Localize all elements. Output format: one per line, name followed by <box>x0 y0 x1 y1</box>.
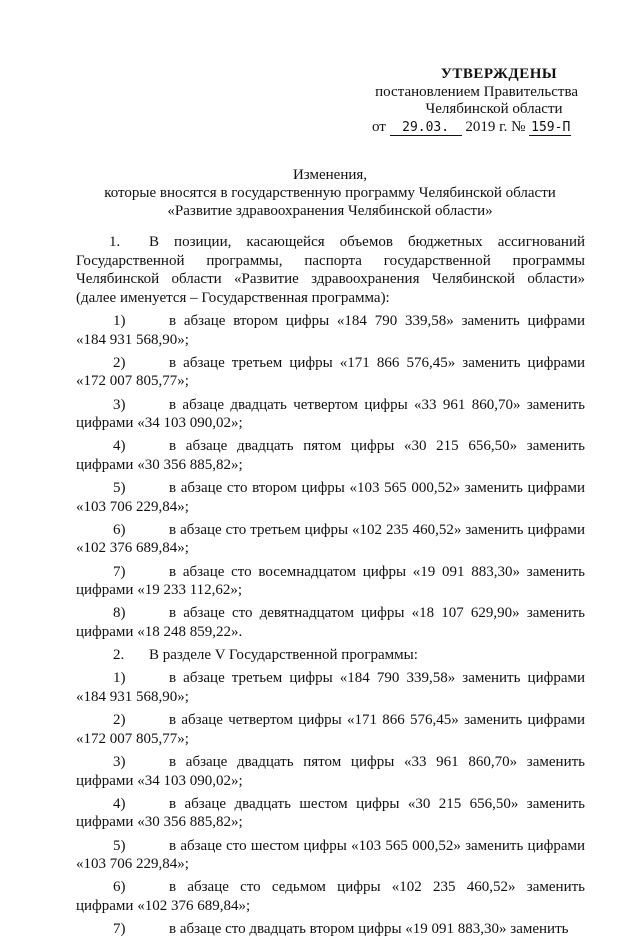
heading-title: Изменения, <box>292 167 368 183</box>
item-text: в абзаце двадцать четвертом цифры «33 961 860,70» заменить цифрами «34 103 090,02»; <box>76 396 585 432</box>
approval-title: УТВЕРЖДЕНЫ <box>440 66 558 82</box>
item-text: в абзаце сто двадцать втором цифры «19 091 883,30» заменить <box>169 921 569 938</box>
item-text: в абзаце двадцать шестом цифры «30 215 656,50» заменить цифрами «30 356 885,82»; <box>76 795 585 831</box>
item-text: в абзаце втором цифры «184 790 339,58» заменить цифрами «184 931 568,90»; <box>76 312 585 348</box>
item-number: 5) <box>113 480 126 497</box>
document-body <box>76 233 585 943</box>
item-number: 7) <box>113 921 126 938</box>
section-text: В разделе V Государственной программы: <box>149 647 418 664</box>
section-1-paragraph <box>76 233 585 307</box>
item-number: 6) <box>113 521 126 538</box>
list-item <box>76 437 585 474</box>
approval-issuer: постановлением Правительства <box>375 83 578 100</box>
item-number: 1) <box>113 312 126 329</box>
decree-number-field: 159-П <box>531 119 571 135</box>
section-number: 2. <box>113 647 125 664</box>
item-text: в абзаце сто шестом цифры «103 565 000,52» заменить цифрами «103 706 229,84»; <box>76 837 585 873</box>
item-text: в абзаце сто третьем цифры «102 235 460,52» заменить цифрами «102 376 689,84»; <box>76 521 585 557</box>
item-number: 1) <box>113 670 126 687</box>
heading-program-name: «Развитие здравоохранения Челябинской области» <box>167 203 493 219</box>
list-item <box>76 837 585 874</box>
item-text: в абзаце двадцать пятом цифры «30 215 656,50» заменить цифрами «30 356 885,82»; <box>76 438 585 473</box>
approval-date-line <box>372 119 592 137</box>
item-number: 8) <box>113 605 126 622</box>
item-number: 3) <box>113 396 126 413</box>
document-heading <box>60 166 600 220</box>
item-text: в абзаце сто седьмом цифры «102 235 460,52» заменить цифрами «102 376 689,84»; <box>76 879 585 914</box>
approval-block <box>372 66 592 136</box>
heading-subtitle: которые вносятся в государственную программу Челябинской области <box>104 185 556 201</box>
item-number: 5) <box>113 837 126 854</box>
item-number: 2) <box>113 712 126 729</box>
list-item <box>76 669 585 706</box>
item-text: в абзаце сто девятнадцатом цифры «18 107 629,90» заменить цифрами «18 248 859,22». <box>76 605 585 641</box>
date-field: 29.03. <box>390 121 462 136</box>
section-2-paragraph <box>76 646 585 665</box>
item-text: в абзаце четвертом цифры «171 866 576,45» заменить цифрами «172 007 805,77»; <box>76 712 585 747</box>
list-item <box>76 604 585 641</box>
list-item <box>76 479 585 516</box>
list-item <box>76 711 585 748</box>
item-number: 7) <box>113 563 126 580</box>
item-number: 2) <box>113 354 126 371</box>
item-text: в абзаце сто втором цифры «103 565 000,52» заменить цифрами «103 706 229,84»; <box>76 480 585 515</box>
list-item <box>76 753 585 790</box>
section-text: В позиции, касающейся объемов бюджетных ассигнований Государственной программы, паспорта государственной программы Челябинской области «Развитие здравоохранения Челябинской области» (далее именуется – Государственная программа): <box>76 234 585 306</box>
year-text: 2019 г. № <box>465 118 526 135</box>
item-number: 3) <box>113 753 126 770</box>
list-item <box>76 312 585 349</box>
list-item <box>76 396 585 433</box>
item-text: в абзаце двадцать пятом цифры «33 961 860,70» заменить цифрами «34 103 090,02»; <box>76 753 585 789</box>
item-number: 4) <box>113 795 126 812</box>
approval-region: Челябинской области <box>425 101 563 117</box>
item-number: 6) <box>113 879 126 896</box>
list-item <box>76 878 585 915</box>
section-number: 1. <box>109 234 121 250</box>
item-text: в абзаце третьем цифры «171 866 576,45» заменить цифрами «172 007 805,77»; <box>76 354 585 390</box>
list-item <box>76 521 585 558</box>
item-text: в абзаце сто восемнадцатом цифры «19 091 883,30» заменить цифрами «19 233 112,62»; <box>76 563 585 599</box>
item-text: в абзаце третьем цифры «184 790 339,58» заменить цифрами «184 931 568,90»; <box>76 670 585 705</box>
list-item <box>76 920 585 939</box>
list-item <box>76 563 585 600</box>
item-number: 4) <box>113 438 126 455</box>
list-item <box>76 354 585 391</box>
date-prefix: от <box>372 118 386 135</box>
list-item <box>76 795 585 832</box>
